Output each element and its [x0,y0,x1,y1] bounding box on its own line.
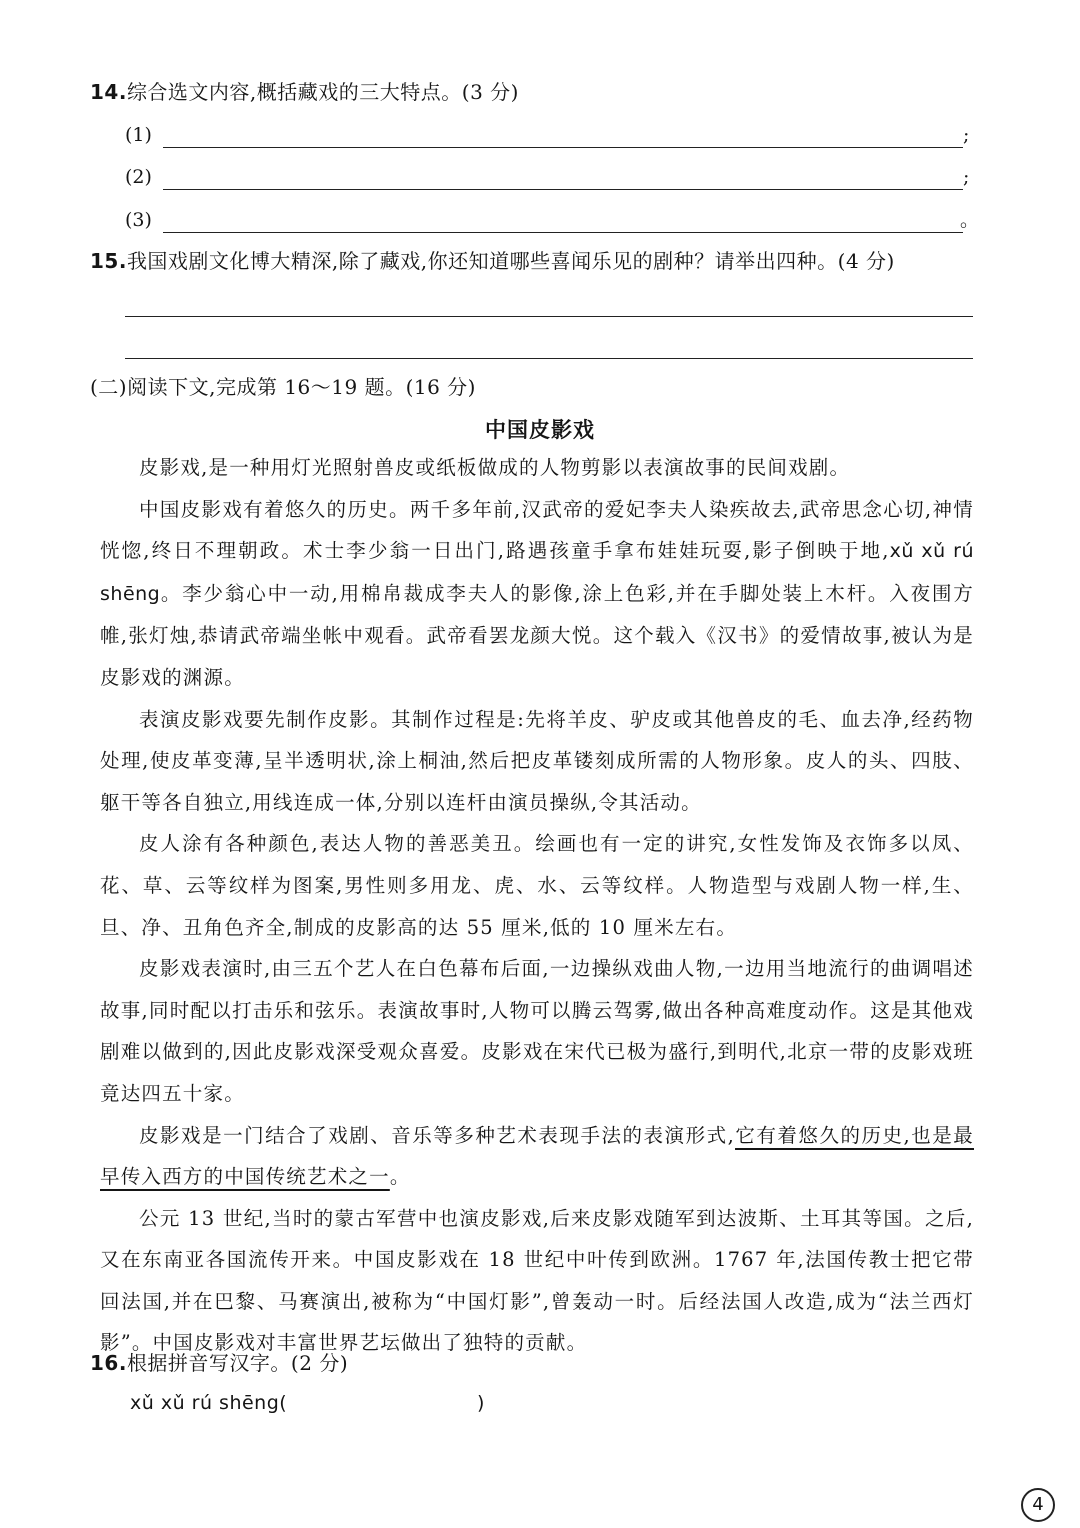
paragraph-2 [100,489,974,699]
paragraph-6 [100,1115,974,1198]
pinyin-blank-target: xǔ xǔ rú shēng [100,540,974,605]
page-number-badge: 4 [1021,1488,1055,1522]
q14-answer-blank-1[interactable] [125,120,975,150]
q16-text: 根据拼音写汉字。(2 分) [126,1351,349,1375]
q16-close-paren: ) [477,1392,485,1414]
q16-title [90,1348,348,1378]
answer-line[interactable] [163,147,963,148]
q16-answer-input[interactable] [300,1390,470,1416]
answer-line[interactable] [163,232,963,233]
paragraph-3: 表演皮影戏要先制作皮影。其制作过程是:先将羊皮、驴皮或其他兽皮的毛、血去净,经药物处理,使皮革变薄,呈半透明状,涂上桐油,然后把皮革镂刻成所需的人物形象。皮人的头、四肢、躯干等各自独立,用线连成一体,分别以连杆由演员操纵,令其活动。 [100,707,974,814]
answer-line[interactable] [163,189,963,190]
paragraph-7: 公元 13 世纪,当时的蒙古军营中也演皮影戏,后来皮影戏随军到达波斯、土耳其等国。之后,又在东南亚各国流传开来。中国皮影戏在 18 世纪中叶传到欧洲。1767 年,法国传教士把它带回法国,并在巴黎、马赛演出,被称为“中国灯影”,曾轰动一时。后经法国人改造,成为“法兰西灯影”。中国皮影戏对丰富世界艺坛做出了独特的贡献。 [100,1206,974,1355]
q15-answer-line-2[interactable] [125,358,973,359]
blank-label: (2) [125,166,152,188]
blank-label: (1) [125,124,152,146]
paragraph-2-part-2: 。李少翁心中一动,用棉帛裁成李夫人的影像,涂上色彩,并在手脚处装上木杆。入夜围方帷,张灯烛,恭请武帝端坐帐中观看。武帝看罢龙颜大悦。这个载入《汉书》的爱情故事,被认为是皮影戏的渊源。 [100,581,974,689]
article-title: 中国皮影戏 [485,417,595,442]
paragraph-4: 皮人涂有各种颜色,表达人物的善恶美丑。绘画也有一定的讲究,女性发饰及衣饰多以凤、花、草、云等纹样为图案,男性则多用龙、虎、水、云等纹样。人物造型与戏剧人物一样,生、旦、净、丑角色齐全,制成的皮影高的达 55 厘米,低的 10 厘米左右。 [100,832,974,939]
q15-text: 我国戏剧文化博大精深,除了藏戏,你还知道哪些喜闻乐见的剧种？请举出四种。(4 分) [126,249,895,273]
underlined-sentence: 它有着悠久的历史,也是最早传入西方的中国传统艺术之一 [100,1123,974,1189]
q16-pinyin-prompt [130,1388,287,1418]
blank-label: (3) [125,209,152,231]
q15-answer-line-1[interactable] [125,316,973,317]
q16-pinyin: xǔ xǔ rú shēng( [130,1392,288,1414]
paragraph-2-part-1: 中国皮影戏有着悠久的历史。两千多年前,汉武帝的爱妃李夫人染疾故去,武帝思念心切,神情恍惚,终日不理朝政。术士李少翁一日出门,路遇孩童手拿布娃娃玩耍,影子倒映于地, [100,497,974,563]
q14-title [90,77,519,107]
q15-title [90,246,895,276]
blank-end-mark: ; [963,166,970,188]
paragraph-5: 皮影戏表演时,由三五个艺人在白色幕布后面,一边操纵戏曲人物,一边用当地流行的曲调唱述故事,同时配以打击乐和弦乐。表演故事时,人物可以腾云驾雾,做出各种高难度动作。这是其他戏剧难以做到的,因此皮影戏深受观众喜爱。皮影戏在宋代已极为盛行,到明代,北京一带的皮影戏班竟达四五十家。 [100,957,974,1105]
q14-answer-blank-2[interactable] [125,162,975,192]
q14-text: 综合选文内容,概括藏戏的三大特点。(3 分) [126,80,519,104]
paragraph-1: 皮影戏,是一种用灯光照射兽皮或纸板做成的人物剪影以表演故事的民间戏剧。 [139,456,851,479]
blank-end-mark: ; [963,124,970,146]
paragraph-6-part-1: 皮影戏是一门结合了戏剧、音乐等多种艺术表现手法的表演形式, [139,1123,736,1147]
q14-answer-blank-3[interactable] [125,205,980,235]
q16-number: 16. [90,1351,127,1375]
q15-number: 15. [90,249,127,273]
q14-number: 14. [90,80,127,104]
article-body [100,447,974,1364]
section-heading: (二)阅读下文,完成第 16～19 题。(16 分) [90,375,476,399]
paragraph-6-part-2: 。 [389,1165,411,1189]
blank-end-mark: 。 [960,209,980,231]
